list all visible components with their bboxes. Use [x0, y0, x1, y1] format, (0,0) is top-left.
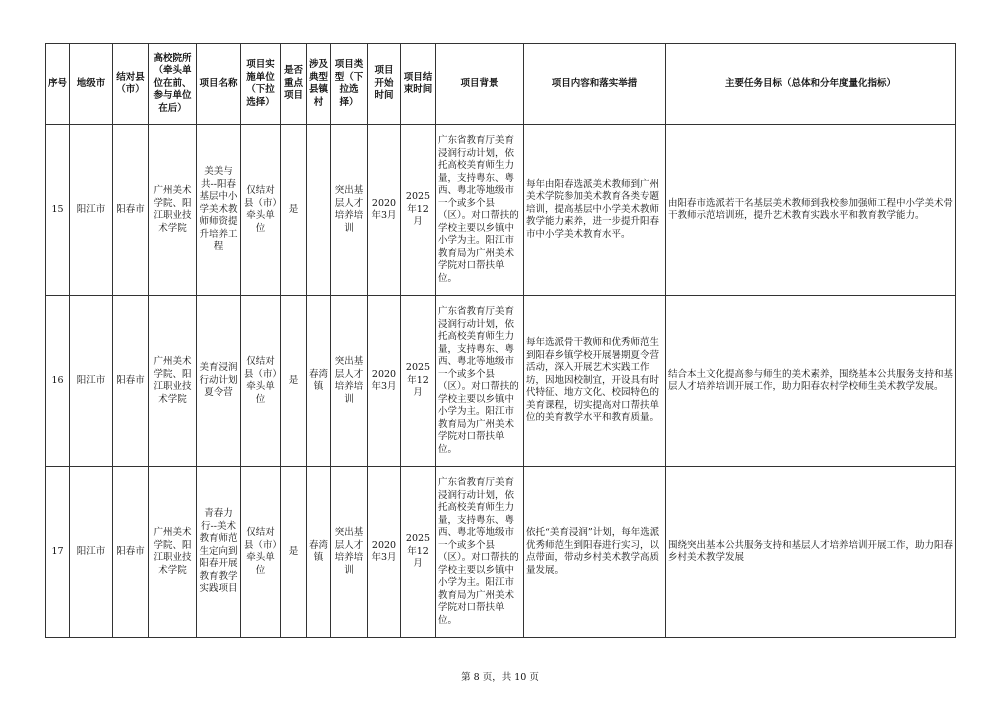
- cell-background: 广东省教育厅美育浸润行动计划，依托高校美育师生力量，支持粤东、粤西、粤北等地级市一个或多个县（区）。对口帮扶的学校主要以乡镇中小学为主。阳江市教育局为广州美术学院对口帮扶单位。: [436, 467, 524, 638]
- header-county: 结对县（市）: [113, 44, 149, 125]
- header-background: 项目背景: [436, 44, 524, 125]
- cell-goal: 由阳春市选派若干名基层美术教师到我校参加强师工程中小学美术骨干教师示范培训班，提升艺术教育实践水平和教育教学能力。: [666, 125, 956, 296]
- cell-start: 2020年3月: [368, 125, 401, 296]
- cell-project-name: 美美与共--阳春基层中小学美术教师师资提升培养工程: [197, 125, 241, 296]
- cell-project-name: 青春力行--美术教育师范生定向到阳春开展教育教学实践项目: [197, 467, 241, 638]
- cell-content: 依托“美育浸润”计划，每年选派优秀师范生到阳春进行实习，以点带面，带动乡村美术教学高质量发展。: [524, 467, 666, 638]
- cell-town: [307, 125, 331, 296]
- cell-no: 16: [46, 296, 70, 467]
- cell-key-project: 是: [281, 296, 307, 467]
- cell-no: 17: [46, 467, 70, 638]
- page-number: 第 8 页，共 10 页: [461, 672, 539, 683]
- table-row: [46, 296, 956, 467]
- cell-type: 突出基层人才培养培训: [331, 296, 368, 467]
- cell-unit: 仅结对县（市）牵头单位: [241, 467, 281, 638]
- table-row: [46, 467, 956, 638]
- cell-end: 2025年12月: [401, 296, 436, 467]
- cell-goal: 结合本土文化提高参与师生的美术素养，围绕基本公共服务支持和基层人才培养培训开展工作，助力阳春农村学校师生美术教学发展。: [666, 296, 956, 467]
- cell-city: 阳江市: [70, 296, 113, 467]
- header-type: 项目类型（下拉选择）: [331, 44, 368, 125]
- header-end: 项目结束时间: [401, 44, 436, 125]
- cell-background: 广东省教育厅美育浸润行动计划，依托高校美育师生力量，支持粤东、粤西、粤北等地级市一个或多个县（区）。对口帮扶的学校主要以乡镇中小学为主。阳江市教育局为广州美术学院对口帮扶单位。: [436, 296, 524, 467]
- header-college: 高校院所（牵头单位在前、参与单位在后）: [149, 44, 197, 125]
- cell-city: 阳江市: [70, 467, 113, 638]
- cell-end: 2025年12月: [401, 467, 436, 638]
- cell-start: 2020年3月: [368, 296, 401, 467]
- header-start: 项目开始时间: [368, 44, 401, 125]
- cell-county: 阳春市: [113, 125, 149, 296]
- cell-college: 广州美术学院、阳江职业技术学院: [149, 125, 197, 296]
- cell-college: 广州美术学院、阳江职业技术学院: [149, 467, 197, 638]
- header-city: 地级市: [70, 44, 113, 125]
- cell-no: 15: [46, 125, 70, 296]
- cell-college: 广州美术学院、阳江职业技术学院: [149, 296, 197, 467]
- cell-city: 阳江市: [70, 125, 113, 296]
- cell-county: 阳春市: [113, 467, 149, 638]
- cell-town: 春湾镇: [307, 467, 331, 638]
- header-project-name: 项目名称: [197, 44, 241, 125]
- cell-county: 阳春市: [113, 296, 149, 467]
- cell-key-project: 是: [281, 125, 307, 296]
- cell-project-name: 美育浸润行动计划夏令营: [197, 296, 241, 467]
- header-no: 序号: [46, 44, 70, 125]
- cell-town: 春湾镇: [307, 296, 331, 467]
- header-unit: 项目实施单位（下拉选择）: [241, 44, 281, 125]
- cell-goal: 围绕突出基本公共服务支持和基层人才培养培训开展工作，助力阳春乡村美术教学发展: [666, 467, 956, 638]
- cell-type: 突出基层人才培养培训: [331, 467, 368, 638]
- cell-end: 2025年12月: [401, 125, 436, 296]
- project-table: [45, 43, 956, 638]
- cell-unit: 仅结对县（市）牵头单位: [241, 296, 281, 467]
- cell-start: 2020年3月: [368, 467, 401, 638]
- table-row: [46, 125, 956, 296]
- cell-background: 广东省教育厅美育浸润行动计划，依托高校美育师生力量，支持粤东、粤西、粤北等地级市一个或多个县（区）。对口帮扶的学校主要以乡镇中小学为主。阳江市教育局为广州美术学院对口帮扶单位。: [436, 125, 524, 296]
- cell-content: 每年由阳春选派美术教师到广州美术学院参加美术教育各类专题培训，提高基层中小学美术教师教学能力素养，进一步提升阳春市中小学美术教育水平。: [524, 125, 666, 296]
- header-row: [46, 44, 956, 125]
- cell-key-project: 是: [281, 467, 307, 638]
- cell-unit: 仅结对县（市）牵头单位: [241, 125, 281, 296]
- cell-type: 突出基层人才培养培训: [331, 125, 368, 296]
- header-key-project: 是否重点项目: [281, 44, 307, 125]
- header-content: 项目内容和落实举措: [524, 44, 666, 125]
- header-town: 涉及典型县镇村: [307, 44, 331, 125]
- cell-content: 每年选派骨干教师和优秀师范生到阳春乡镇学校开展暑期夏令营活动，深入开展艺术实践工作坊，因地因校制宜，开设具有时代特征、地方文化、校园特色的美育课程，切实提高对口帮扶单位的美育教学水平和教育质量。: [524, 296, 666, 467]
- header-goal: 主要任务目标（总体和分年度量化指标）: [666, 44, 956, 125]
